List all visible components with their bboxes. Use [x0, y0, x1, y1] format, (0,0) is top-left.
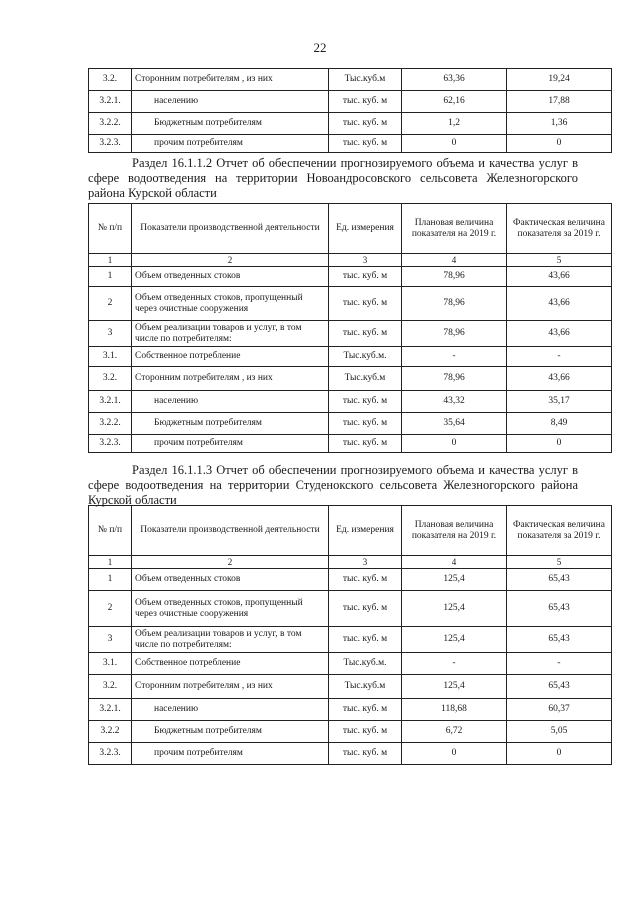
table-row — [89, 367, 612, 391]
row-number-cell: 1 — [89, 267, 132, 287]
row-number-cell: 3.2.3. — [89, 135, 132, 153]
unit-cell: тыс. куб. м — [329, 627, 402, 653]
plan-value-cell: 62,16 — [402, 91, 507, 113]
unit-cell: тыс. куб. м — [329, 699, 402, 721]
plan-value-cell: 63,36 — [402, 69, 507, 91]
page-number: 22 — [313, 40, 327, 55]
row-number-cell: 3.2.3. — [89, 743, 132, 765]
plan-value-cell: - — [402, 653, 507, 675]
fact-value-cell: 17,88 — [507, 91, 612, 113]
header-unit-cell: Ед. измерения — [329, 204, 402, 254]
unit-cell: Тыс.куб.м. — [329, 347, 402, 367]
column-index-cell: 5 — [507, 556, 612, 569]
header-plan-cell: Плановая величина показателя на 2019 г. — [402, 506, 507, 556]
table-row — [89, 135, 612, 153]
row-number-cell: 3.2.3. — [89, 435, 132, 453]
fact-value-cell: 65,43 — [507, 591, 612, 627]
section-3-table — [88, 505, 612, 765]
plan-value-cell: 78,96 — [402, 321, 507, 347]
table-row — [89, 391, 612, 413]
unit-cell: тыс. куб. м — [329, 267, 402, 287]
table-row — [89, 287, 612, 321]
row-number-cell: 3.2.2 — [89, 721, 132, 743]
plan-value-cell: 118,68 — [402, 699, 507, 721]
table-row — [89, 675, 612, 699]
fact-value-cell: 65,43 — [507, 675, 612, 699]
fact-value-cell: - — [507, 347, 612, 367]
plan-value-cell: 125,4 — [402, 569, 507, 591]
unit-cell: тыс. куб. м — [329, 569, 402, 591]
table-row — [89, 699, 612, 721]
plan-value-cell: - — [402, 347, 507, 367]
table-row — [89, 743, 612, 765]
indicator-name-cell: Сторонним потребителям , из них — [132, 69, 329, 91]
section-2-table — [88, 203, 612, 453]
unit-cell: Тыс.куб.м. — [329, 653, 402, 675]
column-index-row — [89, 254, 612, 267]
row-number-cell: 3.2.1. — [89, 91, 132, 113]
fact-value-cell: 65,43 — [507, 627, 612, 653]
row-number-cell: 3.2.1. — [89, 699, 132, 721]
unit-cell: тыс. куб. м — [329, 91, 402, 113]
section-2-table-body — [89, 204, 612, 453]
table-row — [89, 113, 612, 135]
header-fact-cell: Фактическая величина показателя за 2019 г. — [507, 506, 612, 556]
table-header-row — [89, 506, 612, 556]
indicator-name-cell: Бюджетным потребителям — [132, 113, 329, 135]
header-fact-cell: Фактическая величина показателя за 2019 г. — [507, 204, 612, 254]
fact-value-cell: 8,49 — [507, 413, 612, 435]
unit-cell: тыс. куб. м — [329, 435, 402, 453]
unit-cell: тыс. куб. м — [329, 113, 402, 135]
indicator-name-cell: Сторонним потребителям , из них — [132, 367, 329, 391]
indicator-name-cell: прочим потребителям — [132, 743, 329, 765]
plan-value-cell: 78,96 — [402, 367, 507, 391]
plan-value-cell: 125,4 — [402, 591, 507, 627]
table-row — [89, 591, 612, 627]
indicator-name-cell: прочим потребителям — [132, 435, 329, 453]
section-3-heading — [88, 463, 578, 508]
table-row — [89, 321, 612, 347]
indicator-name-cell: Объем отведенных стоков — [132, 569, 329, 591]
row-number-cell: 3.2. — [89, 675, 132, 699]
row-number-cell: 3.2.1. — [89, 391, 132, 413]
section-3-heading-text: Раздел 16.1.1.3 Отчет об обеспечении прогнозируемого объема и качества услуг в сфере водоотведения на территории Студенокского сельсовета Железногорского района Курской области — [88, 463, 578, 507]
table-row — [89, 413, 612, 435]
indicator-name-cell: Бюджетным потребителям — [132, 413, 329, 435]
fact-value-cell: 1,36 — [507, 113, 612, 135]
plan-value-cell: 35,64 — [402, 413, 507, 435]
row-number-cell: 1 — [89, 569, 132, 591]
plan-value-cell: 6,72 — [402, 721, 507, 743]
table-row — [89, 91, 612, 113]
indicator-name-cell: населению — [132, 391, 329, 413]
header-num-cell: № п/п — [89, 506, 132, 556]
unit-cell: Тыс.куб.м — [329, 675, 402, 699]
continuation-table — [88, 68, 612, 153]
fact-value-cell: 43,66 — [507, 367, 612, 391]
row-number-cell: 2 — [89, 591, 132, 627]
row-number-cell: 3 — [89, 321, 132, 347]
section-2-heading-text: Раздел 16.1.1.2 Отчет об обеспечении прогнозируемого объема и качества услуг в сфере водоотведения на территории Новоандросовского сельсовета Железногорского района Курской области — [88, 156, 578, 200]
row-number-cell: 3.2.2. — [89, 413, 132, 435]
indicator-name-cell: Бюджетным потребителям — [132, 721, 329, 743]
fact-value-cell: 43,66 — [507, 267, 612, 287]
column-index-cell: 5 — [507, 254, 612, 267]
table-row — [89, 347, 612, 367]
fact-value-cell: - — [507, 653, 612, 675]
unit-cell: тыс. куб. м — [329, 591, 402, 627]
header-unit-cell: Ед. измерения — [329, 506, 402, 556]
unit-cell: тыс. куб. м — [329, 321, 402, 347]
row-number-cell: 3.2.2. — [89, 113, 132, 135]
plan-value-cell: 0 — [402, 435, 507, 453]
table-row — [89, 267, 612, 287]
plan-value-cell: 78,96 — [402, 287, 507, 321]
unit-cell: тыс. куб. м — [329, 413, 402, 435]
header-name-cell: Показатели производственной деятельности — [132, 204, 329, 254]
continuation-table-body — [89, 69, 612, 153]
unit-cell: тыс. куб. м — [329, 743, 402, 765]
indicator-name-cell: прочим потребителям — [132, 135, 329, 153]
table-header-row — [89, 204, 612, 254]
fact-value-cell: 43,66 — [507, 321, 612, 347]
plan-value-cell: 125,4 — [402, 675, 507, 699]
plan-value-cell: 0 — [402, 743, 507, 765]
table-row — [89, 569, 612, 591]
fact-value-cell: 60,37 — [507, 699, 612, 721]
unit-cell: Тыс.куб.м — [329, 367, 402, 391]
indicator-name-cell: Объем отведенных стоков, пропущенный через очистные сооружения — [132, 591, 329, 627]
header-plan-cell: Плановая величина показателя на 2019 г. — [402, 204, 507, 254]
indicator-name-cell: населению — [132, 699, 329, 721]
indicator-name-cell: Сторонним потребителям , из них — [132, 675, 329, 699]
fact-value-cell: 19,24 — [507, 69, 612, 91]
indicator-name-cell: населению — [132, 91, 329, 113]
fact-value-cell: 0 — [507, 435, 612, 453]
row-number-cell: 3.2. — [89, 367, 132, 391]
plan-value-cell: 78,96 — [402, 267, 507, 287]
row-number-cell: 3.2. — [89, 69, 132, 91]
row-number-cell: 2 — [89, 287, 132, 321]
indicator-name-cell: Собственное потребление — [132, 347, 329, 367]
column-index-cell: 3 — [329, 556, 402, 569]
row-number-cell: 3 — [89, 627, 132, 653]
unit-cell: тыс. куб. м — [329, 287, 402, 321]
fact-value-cell: 5,05 — [507, 721, 612, 743]
indicator-name-cell: Объем отведенных стоков, пропущенный через очистные сооружения — [132, 287, 329, 321]
column-index-cell: 1 — [89, 254, 132, 267]
column-index-cell: 4 — [402, 254, 507, 267]
plan-value-cell: 1,2 — [402, 113, 507, 135]
table-row — [89, 69, 612, 91]
unit-cell: тыс. куб. м — [329, 721, 402, 743]
column-index-cell: 2 — [132, 254, 329, 267]
fact-value-cell: 0 — [507, 135, 612, 153]
unit-cell: тыс. куб. м — [329, 391, 402, 413]
header-name-cell: Показатели производственной деятельности — [132, 506, 329, 556]
indicator-name-cell: Объем реализации товаров и услуг, в том числе по потребителям: — [132, 627, 329, 653]
column-index-cell: 2 — [132, 556, 329, 569]
table-row — [89, 653, 612, 675]
table-row — [89, 721, 612, 743]
row-number-cell: 3.1. — [89, 653, 132, 675]
section-2-heading — [88, 156, 578, 201]
column-index-cell: 4 — [402, 556, 507, 569]
fact-value-cell: 43,66 — [507, 287, 612, 321]
column-index-cell: 1 — [89, 556, 132, 569]
section-3-table-body — [89, 506, 612, 765]
fact-value-cell: 35,17 — [507, 391, 612, 413]
plan-value-cell: 125,4 — [402, 627, 507, 653]
unit-cell: Тыс.куб.м — [329, 69, 402, 91]
table-row — [89, 435, 612, 453]
fact-value-cell: 0 — [507, 743, 612, 765]
indicator-name-cell: Объем отведенных стоков — [132, 267, 329, 287]
indicator-name-cell: Собственное потребление — [132, 653, 329, 675]
fact-value-cell: 65,43 — [507, 569, 612, 591]
column-index-row — [89, 556, 612, 569]
header-num-cell: № п/п — [89, 204, 132, 254]
table-row — [89, 627, 612, 653]
column-index-cell: 3 — [329, 254, 402, 267]
unit-cell: тыс. куб. м — [329, 135, 402, 153]
plan-value-cell: 43,32 — [402, 391, 507, 413]
plan-value-cell: 0 — [402, 135, 507, 153]
row-number-cell: 3.1. — [89, 347, 132, 367]
indicator-name-cell: Объем реализации товаров и услуг, в том числе по потребителям: — [132, 321, 329, 347]
